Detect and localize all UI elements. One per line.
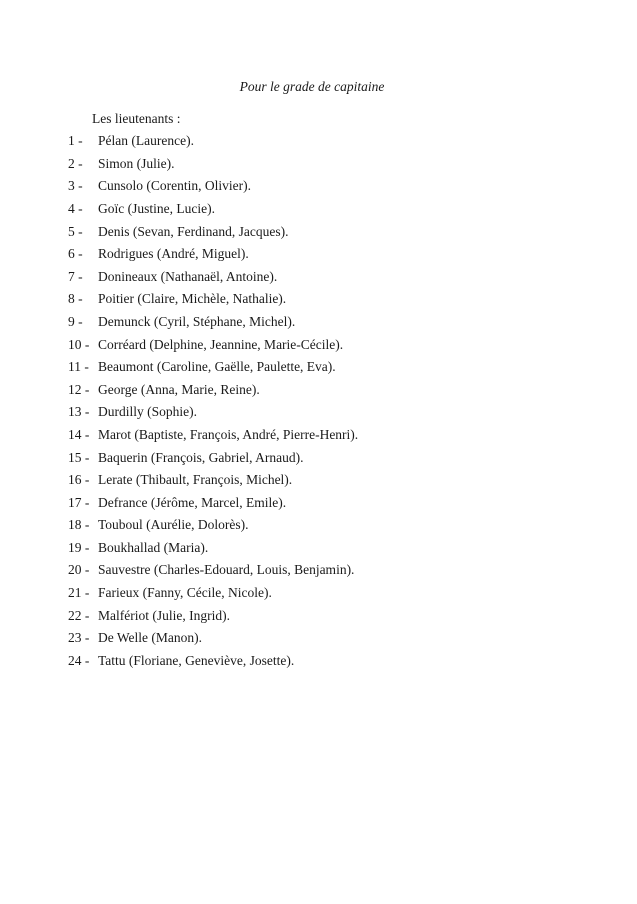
- list-item-name: Goïc (Justine, Lucie).: [98, 200, 215, 216]
- list-item-name: Lerate (Thibault, François, Michel).: [98, 472, 293, 488]
- list-item-number: 13 -: [68, 404, 90, 420]
- list-item-name: Tattu (Floriane, Geneviève, Josette).: [98, 652, 295, 668]
- list-item: [68, 605, 556, 628]
- list-item: [68, 198, 556, 221]
- list-item: [68, 130, 556, 153]
- list-item-name: Durdilly (Sophie).: [98, 404, 197, 420]
- list-item-name: Denis (Sevan, Ferdinand, Jacques).: [98, 223, 289, 239]
- list-item-name: De Welle (Manon).: [98, 630, 203, 646]
- list-item: [68, 334, 556, 357]
- list-item: [68, 582, 556, 605]
- list-item: [68, 266, 556, 289]
- list-item-name: Baquerin (François, Gabriel, Arnaud).: [98, 449, 304, 465]
- list-item-name: Marot (Baptiste, François, André, Pierre-Henri).: [98, 426, 359, 442]
- list-item-name: Boukhallad (Maria).: [98, 539, 209, 555]
- section-heading: Les lieutenants :: [92, 110, 181, 126]
- list-item-number: 11 -: [68, 359, 89, 375]
- list-item-number: 3 -: [68, 178, 83, 194]
- list-item-name: Cunsolo (Corentin, Olivier).: [98, 178, 251, 194]
- list-item-number: 2 -: [68, 155, 83, 171]
- list-item-number: 8 -: [68, 291, 83, 307]
- list-item-name: Poitier (Claire, Michèle, Nathalie).: [98, 291, 287, 307]
- list-item: [68, 627, 556, 650]
- list-item-name: Beaumont (Caroline, Gaëlle, Paulette, Eva).: [98, 359, 336, 375]
- list-item-number: 18 -: [68, 517, 90, 533]
- list-item-number: 15 -: [68, 449, 90, 465]
- list-item-number: 12 -: [68, 381, 90, 397]
- list-item: [68, 356, 556, 379]
- list-item-name: Pélan (Laurence).: [98, 133, 194, 149]
- list-item: [68, 424, 556, 447]
- list-item: [68, 221, 556, 244]
- list-item-number: 20 -: [68, 562, 90, 578]
- list-item-name: Donineaux (Nathanaël, Antoine).: [98, 268, 278, 284]
- list-item: [68, 650, 556, 673]
- list-item: [68, 537, 556, 560]
- list-item-name: Farieux (Fanny, Cécile, Nicole).: [98, 585, 272, 601]
- list-item: [68, 447, 556, 470]
- list-item-number: 23 -: [68, 630, 90, 646]
- list-item: [68, 514, 556, 537]
- list-item-number: 19 -: [68, 539, 90, 555]
- list-item-name: Sauvestre (Charles-Edouard, Louis, Benjamin).: [98, 562, 355, 578]
- list-item-name: Simon (Julie).: [98, 155, 175, 171]
- list-item-number: 9 -: [68, 313, 83, 329]
- list-item-number: 14 -: [68, 426, 90, 442]
- list-item-name: Demunck (Cyril, Stéphane, Michel).: [98, 313, 296, 329]
- list-item-number: 6 -: [68, 246, 83, 262]
- list-item: [68, 153, 556, 176]
- list-item-number: 21 -: [68, 585, 90, 601]
- list-item-number: 7 -: [68, 268, 83, 284]
- list-item-number: 24 -: [68, 652, 90, 668]
- list-item-number: 5 -: [68, 223, 83, 239]
- list-item: [68, 401, 556, 424]
- list-item-number: 16 -: [68, 472, 90, 488]
- list-item-name: George (Anna, Marie, Reine).: [98, 381, 260, 397]
- list-item-name: Malfériot (Julie, Ingrid).: [98, 607, 230, 623]
- list-item-number: 10 -: [68, 336, 90, 352]
- list-item: [68, 492, 556, 515]
- list-item-name: Defrance (Jérôme, Marcel, Emile).: [98, 494, 287, 510]
- list-item-name: Corréard (Delphine, Jeannine, Marie-Cécile).: [98, 336, 344, 352]
- list-item-name: Touboul (Aurélie, Dolorès).: [98, 517, 249, 533]
- list-item: [68, 379, 556, 402]
- list-item-number: 1 -: [68, 133, 83, 149]
- list-item: [68, 559, 556, 582]
- list-item: [68, 175, 556, 198]
- list-item: [68, 469, 556, 492]
- list-item-name: Rodrigues (André, Miguel).: [98, 246, 249, 262]
- page-title: Pour le grade de capitaine: [239, 79, 385, 94]
- list-item: [68, 243, 556, 266]
- list-item: [68, 311, 556, 334]
- list-item-number: 4 -: [68, 200, 83, 216]
- list-item: [68, 288, 556, 311]
- list-item-number: 22 -: [68, 607, 90, 623]
- list-item-number: 17 -: [68, 494, 90, 510]
- lieutenants-list: [68, 130, 556, 672]
